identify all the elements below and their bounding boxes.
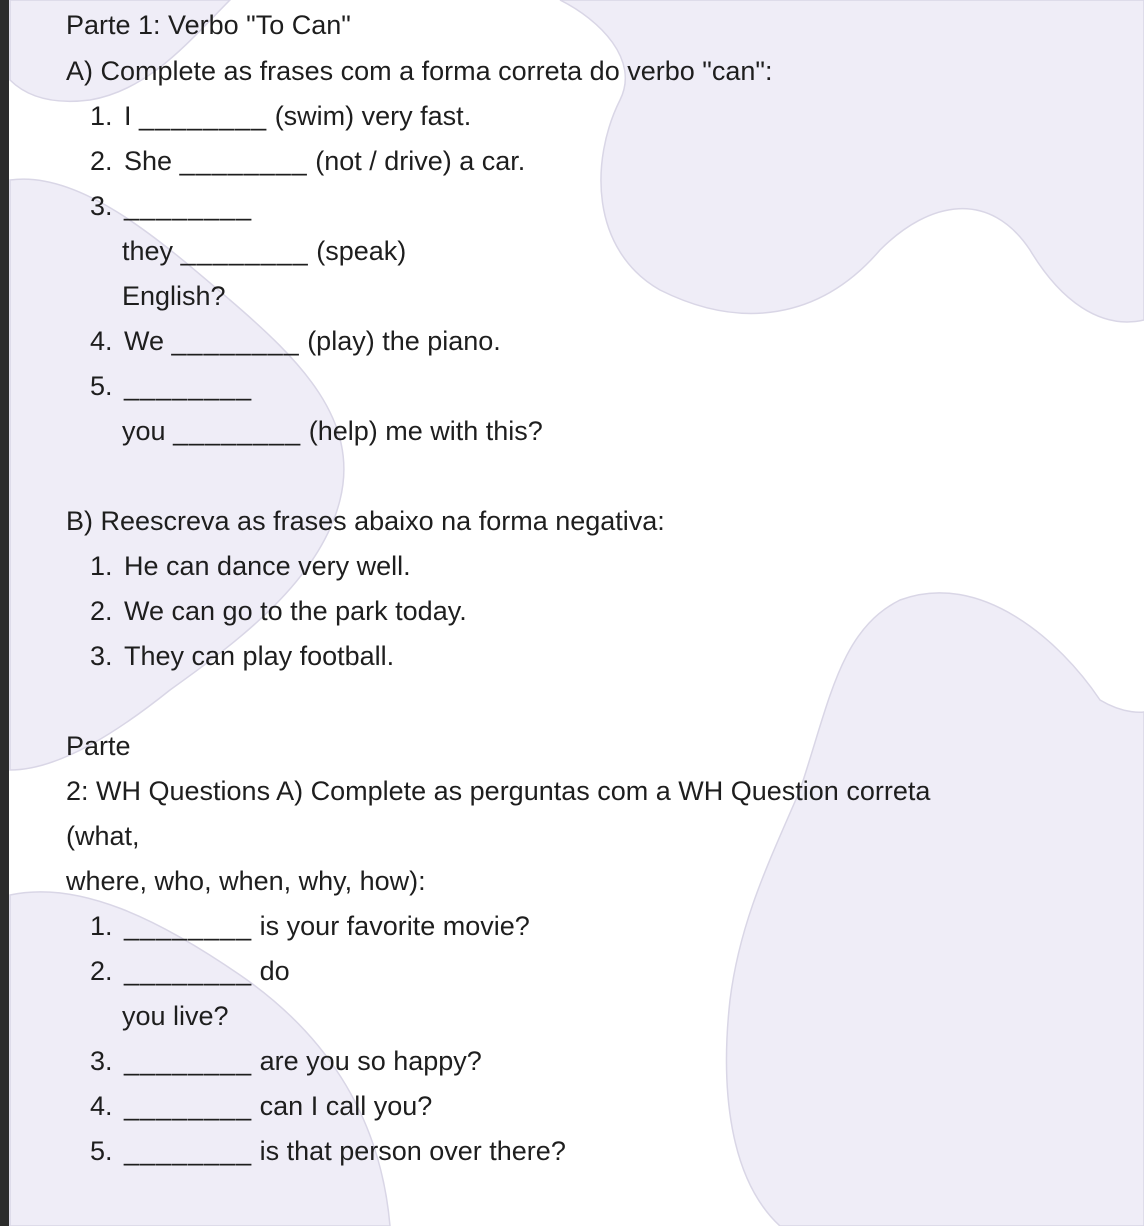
item-text-post: is that person over there? — [259, 1136, 566, 1166]
item-number: 1. — [90, 911, 113, 941]
part1-a-item-1 — [90, 99, 471, 133]
part2-item-3 — [90, 1044, 482, 1078]
answer-blank[interactable]: ________ — [124, 371, 253, 401]
part2-title-line2: 2: WH Questions A) Complete as perguntas com a WH Question correta — [66, 776, 931, 806]
item-text-post: (speak) — [316, 236, 407, 266]
item-text-pre: We — [124, 326, 165, 356]
part1-b-item-3 — [90, 639, 394, 673]
item-text-pre: you — [122, 416, 166, 446]
item-number: 3. — [90, 641, 113, 671]
answer-blank[interactable]: ________ — [171, 326, 300, 356]
item-text-post: is your favorite movie? — [259, 911, 530, 941]
item-number: 2. — [90, 596, 113, 626]
item-text-post: (swim) very fast. — [274, 101, 472, 131]
item-text-pre: She — [124, 146, 173, 176]
answer-blank[interactable]: ________ — [124, 191, 253, 221]
part1-a-item-2 — [90, 144, 525, 178]
item-text-post: (help) me with this? — [308, 416, 543, 446]
part2-item-2-line2: you live? — [122, 1001, 229, 1031]
item-text-post: can I call you? — [259, 1091, 433, 1121]
part2-title-line3: (what, — [66, 821, 140, 851]
item-number: 2. — [90, 146, 113, 176]
item-number: 4. — [90, 1091, 113, 1121]
answer-blank[interactable]: ________ — [173, 416, 302, 446]
item-number: 5. — [90, 1136, 113, 1166]
item-number: 3. — [90, 1046, 113, 1076]
answer-blank[interactable]: ________ — [124, 1046, 253, 1076]
item-text: We can go to the park today. — [124, 596, 467, 626]
part1-a-item-5-line2 — [122, 414, 543, 448]
item-text-post: do — [259, 956, 290, 986]
answer-blank[interactable]: ________ — [124, 956, 253, 986]
part2-item-1 — [90, 909, 530, 943]
part1-a-item-3-line2 — [122, 234, 406, 268]
part1-a-item-3-line3: English? — [122, 281, 226, 311]
part2-item-2 — [90, 954, 290, 988]
part2-title-line1: Parte — [66, 731, 131, 761]
part1-title: Parte 1: Verbo "To Can" — [66, 10, 351, 40]
answer-blank[interactable]: ________ — [124, 1136, 253, 1166]
item-text-post: (play) the piano. — [307, 326, 501, 356]
item-number: 2. — [90, 956, 113, 986]
item-text: They can play football. — [124, 641, 395, 671]
item-number: 3. — [90, 191, 113, 221]
item-text-pre: I — [124, 101, 132, 131]
item-text-post: (not / drive) a car. — [315, 146, 526, 176]
answer-blank[interactable]: ________ — [124, 911, 253, 941]
item-number: 1. — [90, 101, 113, 131]
answer-blank[interactable]: ________ — [179, 146, 308, 176]
part1-a-item-3 — [90, 189, 252, 223]
item-text-post: are you so happy? — [259, 1046, 482, 1076]
part1-b-item-2 — [90, 594, 467, 628]
part1-section-a-instruction: A) Complete as frases com a forma correta do verbo "can": — [66, 56, 773, 86]
item-number: 4. — [90, 326, 113, 356]
item-number: 1. — [90, 551, 113, 581]
part1-section-b-instruction: B) Reescreva as frases abaixo na forma negativa: — [66, 506, 665, 536]
part1-b-item-1 — [90, 549, 411, 583]
answer-blank[interactable]: ________ — [139, 101, 268, 131]
part2-item-5 — [90, 1134, 566, 1168]
part1-a-item-5 — [90, 369, 252, 403]
part2-title-line4: where, who, when, why, how): — [66, 866, 426, 896]
item-number: 5. — [90, 371, 113, 401]
answer-blank[interactable]: ________ — [180, 236, 309, 266]
answer-blank[interactable]: ________ — [124, 1091, 253, 1121]
item-text-pre: they — [122, 236, 174, 266]
part2-item-4 — [90, 1089, 432, 1123]
item-text: He can dance very well. — [124, 551, 411, 581]
part1-a-item-4 — [90, 324, 501, 358]
